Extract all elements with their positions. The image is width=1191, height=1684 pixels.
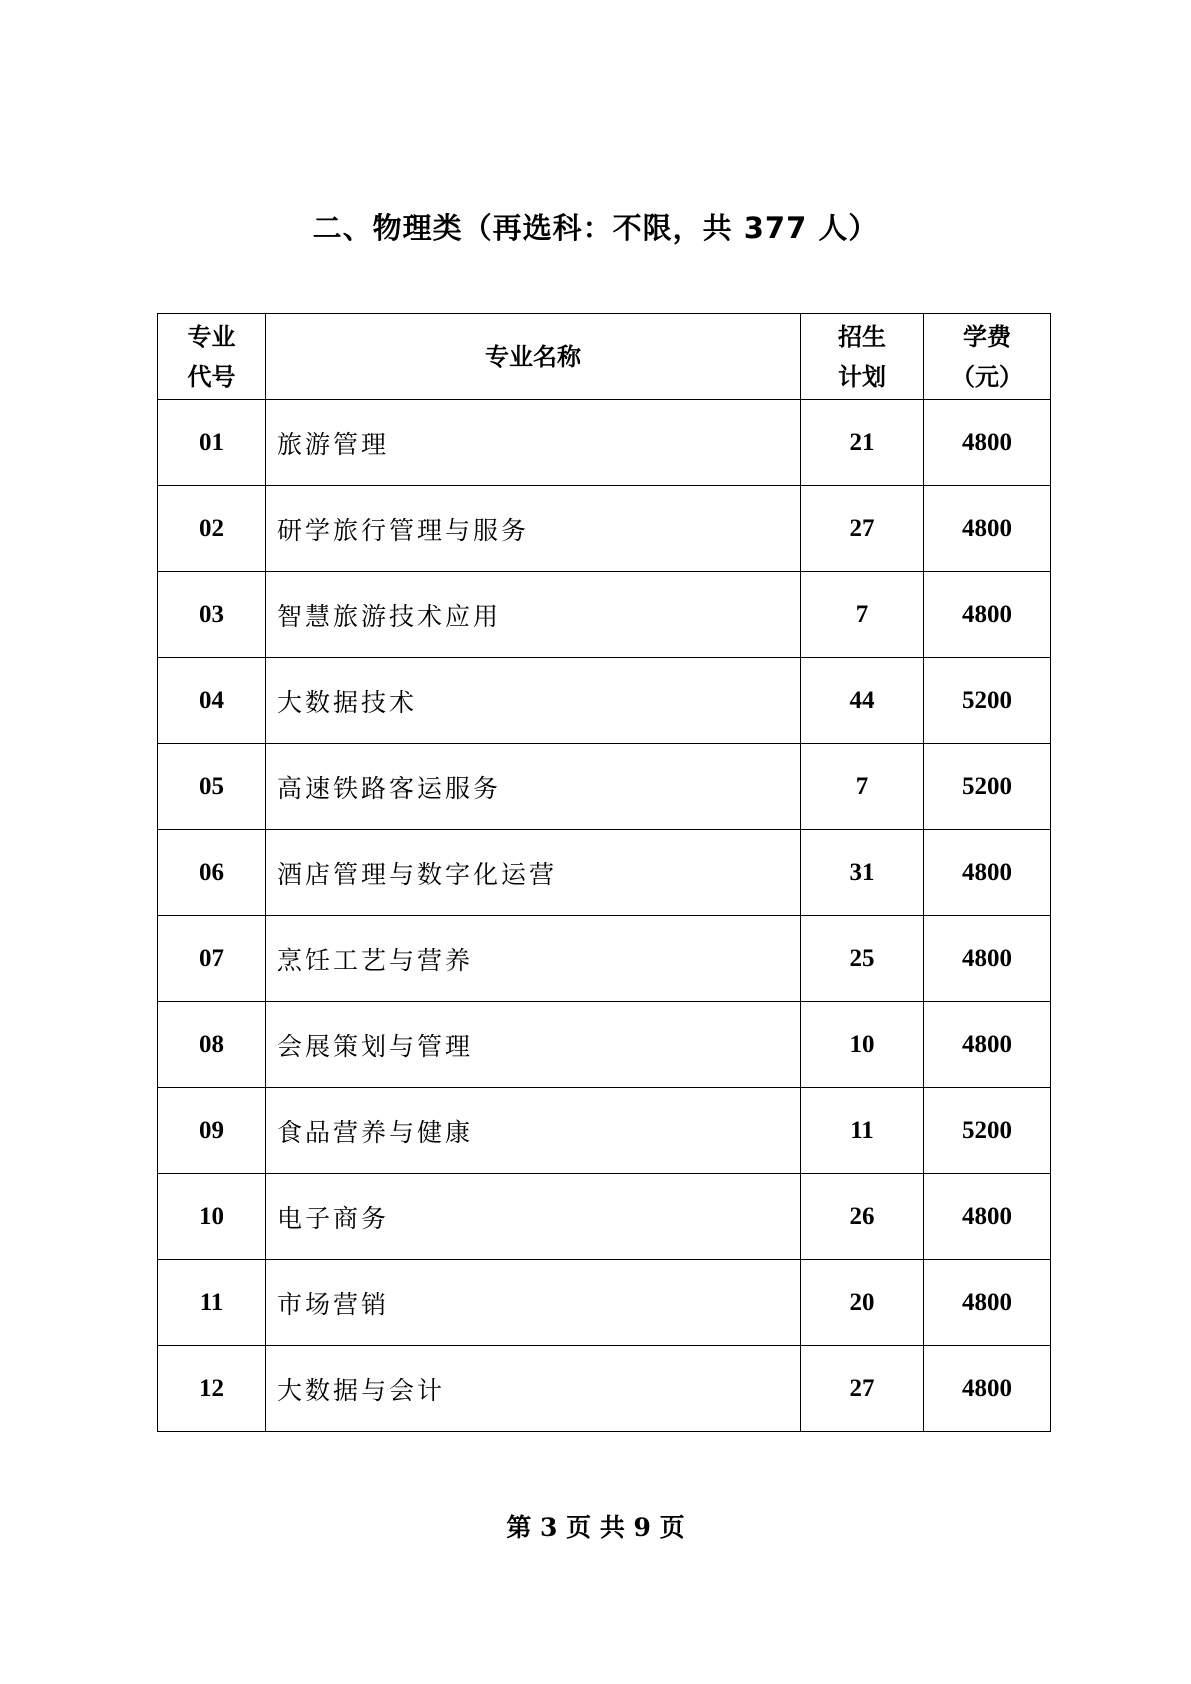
major-code-cell: 09	[158, 1088, 266, 1174]
enrollment-plan-cell: 11	[801, 1088, 924, 1174]
major-name-cell: 智慧旅游技术应用	[266, 572, 801, 658]
header-tuition-line-1: 学费	[963, 322, 1011, 351]
enrollment-plan-cell: 26	[801, 1174, 924, 1260]
major-code-cell: 06	[158, 830, 266, 916]
major-name-cell: 旅游管理	[266, 400, 801, 486]
table-row	[158, 486, 1051, 572]
table-row	[158, 1346, 1051, 1432]
table-row	[158, 400, 1051, 486]
major-code-cell: 03	[158, 572, 266, 658]
header-tuition	[924, 314, 1051, 400]
major-name-cell: 研学旅行管理与服务	[266, 486, 801, 572]
major-name-cell: 烹饪工艺与营养	[266, 916, 801, 1002]
table-row	[158, 1260, 1051, 1346]
header-enrollment-plan	[801, 314, 924, 400]
header-tuition-line-2: （元）	[951, 362, 1023, 391]
page-title: 二、物理类（再选科：不限，共 377 人）	[312, 211, 879, 245]
table-row	[158, 744, 1051, 830]
major-code-cell: 04	[158, 658, 266, 744]
enrollment-plan-cell: 7	[801, 744, 924, 830]
tuition-cell: 4800	[924, 572, 1051, 658]
header-major-code	[158, 314, 266, 400]
major-code-cell: 01	[158, 400, 266, 486]
enrollment-plan-cell: 25	[801, 916, 924, 1002]
major-code-cell: 02	[158, 486, 266, 572]
major-name-cell: 电子商务	[266, 1174, 801, 1260]
enrollment-plan-cell: 21	[801, 400, 924, 486]
header-major-name: 专业名称	[266, 314, 801, 400]
enrollment-table-container	[157, 313, 1051, 1432]
major-name-cell: 大数据与会计	[266, 1346, 801, 1432]
tuition-cell: 4800	[924, 1002, 1051, 1088]
header-major-code-line-2: 代号	[187, 362, 236, 391]
tuition-cell: 4800	[924, 400, 1051, 486]
major-name-cell: 酒店管理与数字化运营	[266, 830, 801, 916]
table-row	[158, 830, 1051, 916]
major-name-cell: 大数据技术	[266, 658, 801, 744]
header-major-code-line-1: 专业	[187, 322, 236, 351]
major-code-cell: 05	[158, 744, 266, 830]
tuition-cell: 5200	[924, 1088, 1051, 1174]
major-code-cell: 08	[158, 1002, 266, 1088]
tuition-cell: 4800	[924, 1346, 1051, 1432]
major-code-cell: 12	[158, 1346, 266, 1432]
enrollment-plan-cell: 7	[801, 572, 924, 658]
tuition-cell: 4800	[924, 830, 1051, 916]
table-row	[158, 916, 1051, 1002]
table-row	[158, 1002, 1051, 1088]
major-code-cell: 10	[158, 1174, 266, 1260]
enrollment-plan-cell: 27	[801, 486, 924, 572]
enrollment-plan-cell: 31	[801, 830, 924, 916]
tuition-cell: 5200	[924, 744, 1051, 830]
tuition-cell: 5200	[924, 658, 1051, 744]
page-number-footer: 第 3 页 共 9 页	[506, 1513, 685, 1542]
enrollment-plan-cell: 10	[801, 1002, 924, 1088]
major-name-cell: 高速铁路客运服务	[266, 744, 801, 830]
major-code-cell: 07	[158, 916, 266, 1002]
major-code-cell: 11	[158, 1260, 266, 1346]
table-header-row	[158, 314, 1051, 400]
major-name-cell: 市场营销	[266, 1260, 801, 1346]
enrollment-plan-cell: 27	[801, 1346, 924, 1432]
table-row	[158, 1088, 1051, 1174]
enrollment-plan-cell: 44	[801, 658, 924, 744]
major-name-cell: 食品营养与健康	[266, 1088, 801, 1174]
table-row	[158, 572, 1051, 658]
table-row	[158, 658, 1051, 744]
major-name-cell: 会展策划与管理	[266, 1002, 801, 1088]
header-enrollment-plan-line-1: 招生	[838, 322, 886, 351]
tuition-cell: 4800	[924, 486, 1051, 572]
header-enrollment-plan-line-2: 计划	[838, 362, 886, 391]
enrollment-plan-cell: 20	[801, 1260, 924, 1346]
table-row	[158, 1174, 1051, 1260]
tuition-cell: 4800	[924, 1260, 1051, 1346]
tuition-cell: 4800	[924, 1174, 1051, 1260]
tuition-cell: 4800	[924, 916, 1051, 1002]
enrollment-table	[157, 313, 1051, 1432]
